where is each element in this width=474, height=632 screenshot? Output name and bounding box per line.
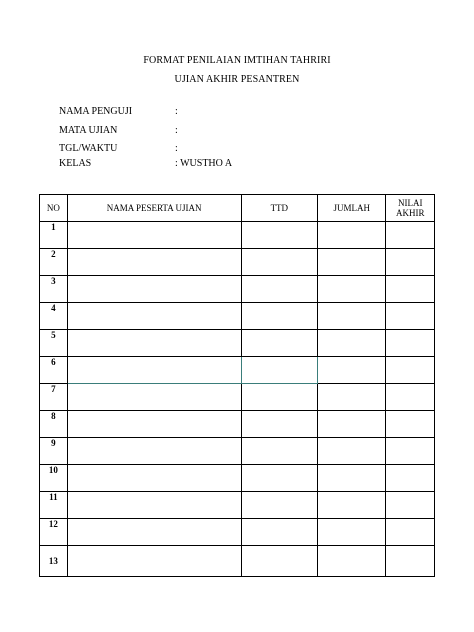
info-row-kelas <box>59 158 232 169</box>
cell-jumlah[interactable] <box>318 249 386 276</box>
row-number: 12 <box>40 519 68 546</box>
cell-nama[interactable] <box>67 222 241 249</box>
cell-jumlah[interactable] <box>318 438 386 465</box>
row-number: 8 <box>40 411 68 438</box>
cell-ttd[interactable] <box>241 411 318 438</box>
cell-nama[interactable] <box>67 276 241 303</box>
cell-jumlah[interactable] <box>318 276 386 303</box>
cell-nama[interactable] <box>67 519 241 546</box>
col-header-jumlah: JUMLAH <box>318 195 386 222</box>
info-value: : <box>175 125 178 136</box>
table-row <box>40 276 435 303</box>
cell-jumlah[interactable] <box>318 384 386 411</box>
cell-ttd[interactable] <box>241 438 318 465</box>
table-row <box>40 546 435 577</box>
form-title: FORMAT PENILAIAN IMTIHAN TAHRIRI <box>143 55 331 66</box>
col-header-nilai-akhir: NILAI AKHIR <box>386 195 435 222</box>
table-row <box>40 222 435 249</box>
table-header-row <box>40 195 435 222</box>
info-row-penguji <box>59 106 178 117</box>
cell-nama[interactable] <box>67 411 241 438</box>
table-row <box>40 330 435 357</box>
cell-jumlah[interactable] <box>318 492 386 519</box>
row-number: 1 <box>40 222 68 249</box>
cell-nama[interactable] <box>67 249 241 276</box>
cell-ttd[interactable] <box>241 276 318 303</box>
cell-nilai[interactable] <box>386 222 435 249</box>
cell-jumlah[interactable] <box>318 357 386 384</box>
row-number: 7 <box>40 384 68 411</box>
cell-nilai[interactable] <box>386 357 435 384</box>
info-label: KELAS <box>59 158 92 169</box>
cell-nama[interactable] <box>67 303 241 330</box>
cell-nama[interactable] <box>67 330 241 357</box>
table-row <box>40 384 435 411</box>
cell-ttd[interactable] <box>241 303 318 330</box>
cell-nama[interactable] <box>67 465 241 492</box>
row-number: 2 <box>40 249 68 276</box>
info-row-tgl-waktu <box>59 143 178 154</box>
cell-nama[interactable] <box>67 384 241 411</box>
table-row <box>40 357 435 384</box>
cell-nilai[interactable] <box>386 384 435 411</box>
cell-ttd[interactable] <box>241 384 318 411</box>
info-label: TGL/WAKTU <box>59 143 118 154</box>
cell-nilai[interactable] <box>386 492 435 519</box>
cell-ttd[interactable] <box>241 222 318 249</box>
col-header-ttd: TTD <box>241 195 318 222</box>
cell-jumlah[interactable] <box>318 411 386 438</box>
cell-jumlah[interactable] <box>318 330 386 357</box>
cell-nama[interactable] <box>67 546 241 577</box>
cell-nilai[interactable] <box>386 411 435 438</box>
form-subtitle: UJIAN AKHIR PESANTREN <box>174 74 300 85</box>
cell-ttd[interactable] <box>241 357 318 384</box>
cell-nilai[interactable] <box>386 438 435 465</box>
cell-jumlah[interactable] <box>318 546 386 577</box>
info-value: : <box>175 106 178 117</box>
col-header-no: NO <box>40 195 68 222</box>
cell-nilai[interactable] <box>386 276 435 303</box>
row-number: 5 <box>40 330 68 357</box>
cell-jumlah[interactable] <box>318 465 386 492</box>
cell-jumlah[interactable] <box>318 303 386 330</box>
cell-nilai[interactable] <box>386 303 435 330</box>
table-row <box>40 519 435 546</box>
info-row-mata-ujian <box>59 125 178 136</box>
row-number: 10 <box>40 465 68 492</box>
cell-ttd[interactable] <box>241 465 318 492</box>
col-header-nama: NAMA PESERTA UJIAN <box>67 195 241 222</box>
row-number: 9 <box>40 438 68 465</box>
cell-jumlah[interactable] <box>318 222 386 249</box>
table-row <box>40 492 435 519</box>
table-row <box>40 465 435 492</box>
cell-nama[interactable] <box>67 492 241 519</box>
info-label: MATA UJIAN <box>59 125 118 136</box>
cell-nilai[interactable] <box>386 519 435 546</box>
cell-jumlah[interactable] <box>318 519 386 546</box>
cell-ttd[interactable] <box>241 330 318 357</box>
row-number: 3 <box>40 276 68 303</box>
info-label: NAMA PENGUJI <box>59 106 133 117</box>
cell-ttd[interactable] <box>241 519 318 546</box>
row-number: 4 <box>40 303 68 330</box>
cell-ttd[interactable] <box>241 546 318 577</box>
info-value: : WUSTHO A <box>175 158 233 169</box>
table-row <box>40 411 435 438</box>
table-row <box>40 249 435 276</box>
cell-ttd[interactable] <box>241 249 318 276</box>
table-row <box>40 438 435 465</box>
cell-nilai[interactable] <box>386 465 435 492</box>
info-value: : <box>175 143 178 154</box>
cell-nama[interactable] <box>67 438 241 465</box>
row-number: 6 <box>40 357 68 384</box>
cell-nilai[interactable] <box>386 546 435 577</box>
score-table <box>39 194 435 577</box>
cell-nilai[interactable] <box>386 330 435 357</box>
cell-ttd[interactable] <box>241 492 318 519</box>
table-row <box>40 303 435 330</box>
row-number: 11 <box>40 492 68 519</box>
cell-nilai[interactable] <box>386 249 435 276</box>
cell-nama[interactable] <box>67 357 241 384</box>
row-number: 13 <box>40 546 68 577</box>
